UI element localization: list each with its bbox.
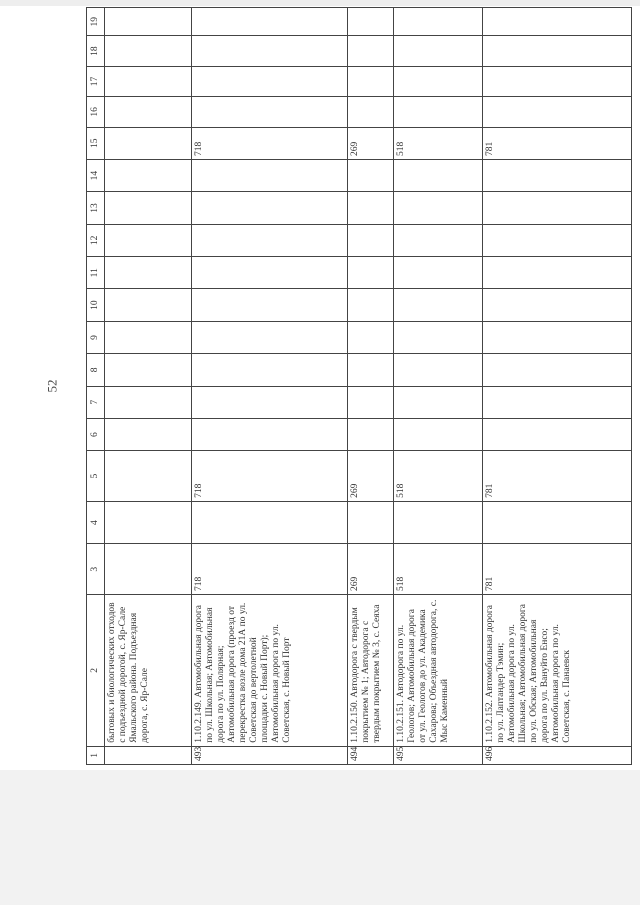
cell-col3: 718 [192,544,347,595]
header-cell: 16 [87,97,105,127]
header-cell: 7 [87,386,105,418]
cell-col5: 269 [347,451,393,502]
row-number: 493 [192,746,347,764]
page-edge [0,0,640,6]
header-cell: 9 [87,321,105,353]
header-cell: 18 [87,36,105,66]
cell-col5 [105,451,192,502]
header-cell: 19 [87,8,105,36]
row-name: 1.10.2.152. Автомобильная дорога по ул. Лаптандер Тэмин; Автомобильная дорога по ул. Школьная; Автомобильная дорога по ул. Обская; Автомобильная дорога по ул. Вануйто Енсо; Автомобильная дорога по ул. Советская, с. Панаевск [482,595,631,747]
header-cell: 15 [87,127,105,159]
table-row [347,8,393,765]
header-cell: 12 [87,224,105,256]
page-number: 52 [44,379,60,393]
data-table [86,7,632,765]
cell-col15 [105,127,192,159]
header-cell: 1 [87,746,105,764]
cell-col3: 269 [347,544,393,595]
row-name: 1.10.2.149. Автомобильная дорога по ул. Школьная; Автомобильная дорога по ул. Полярная; Автомобильная дорога (проезд от перекрестка возле дома 21А по ул. Советская до вертолетной площадки с. Новый Порт); Автомобильная дорога по ул. Советская, с. Новый Порт [192,595,347,747]
cell-col5: 781 [482,451,631,502]
table-row [393,8,482,765]
row-number: 495 [393,746,482,764]
header-cell: 6 [87,418,105,450]
header-cell: 13 [87,192,105,224]
header-cell: 8 [87,354,105,386]
cell-col3: 781 [482,544,631,595]
rotated-table-container [86,7,632,765]
cell-col15: 718 [192,127,347,159]
cell-col3 [105,544,192,595]
header-cell: 11 [87,257,105,289]
scan-margin [0,770,640,905]
header-cell: 2 [87,595,105,747]
cell-col15: 269 [347,127,393,159]
table-row [192,8,347,765]
cell-col15: 518 [393,127,482,159]
header-cell: 3 [87,544,105,595]
row-name: 1.10.2.151. Автодорога по ул. Геологов; Автомобильная дорога от ул. Геологов до ул. Академика Сахарова; Объездная автодорога, с. Мыс Каменный [393,595,482,747]
header-cell: 14 [87,159,105,191]
cell-col15: 781 [482,127,631,159]
row-number: 496 [482,746,631,764]
row-number: 494 [347,746,393,764]
cell-col5: 518 [393,451,482,502]
table-row [482,8,631,765]
header-cell: 5 [87,451,105,502]
table-row [105,8,192,765]
cell-col3: 518 [393,544,482,595]
header-row [87,8,105,765]
header-cell: 10 [87,289,105,321]
header-cell: 17 [87,66,105,96]
header-cell: 4 [87,501,105,544]
cell-col5: 718 [192,451,347,502]
row-name: бытовых и биологических отходов с подъездной дорогой, с. Яр-Сале Ямальского района. Подъездная дорога, с. Яр-Сале [105,595,192,747]
row-name: 1.10.2.150. Автодорога с твердым покрытием № 1; Автодорога с твердым покрытием № 3, с. Сеяха [347,595,393,747]
row-number [105,746,192,764]
